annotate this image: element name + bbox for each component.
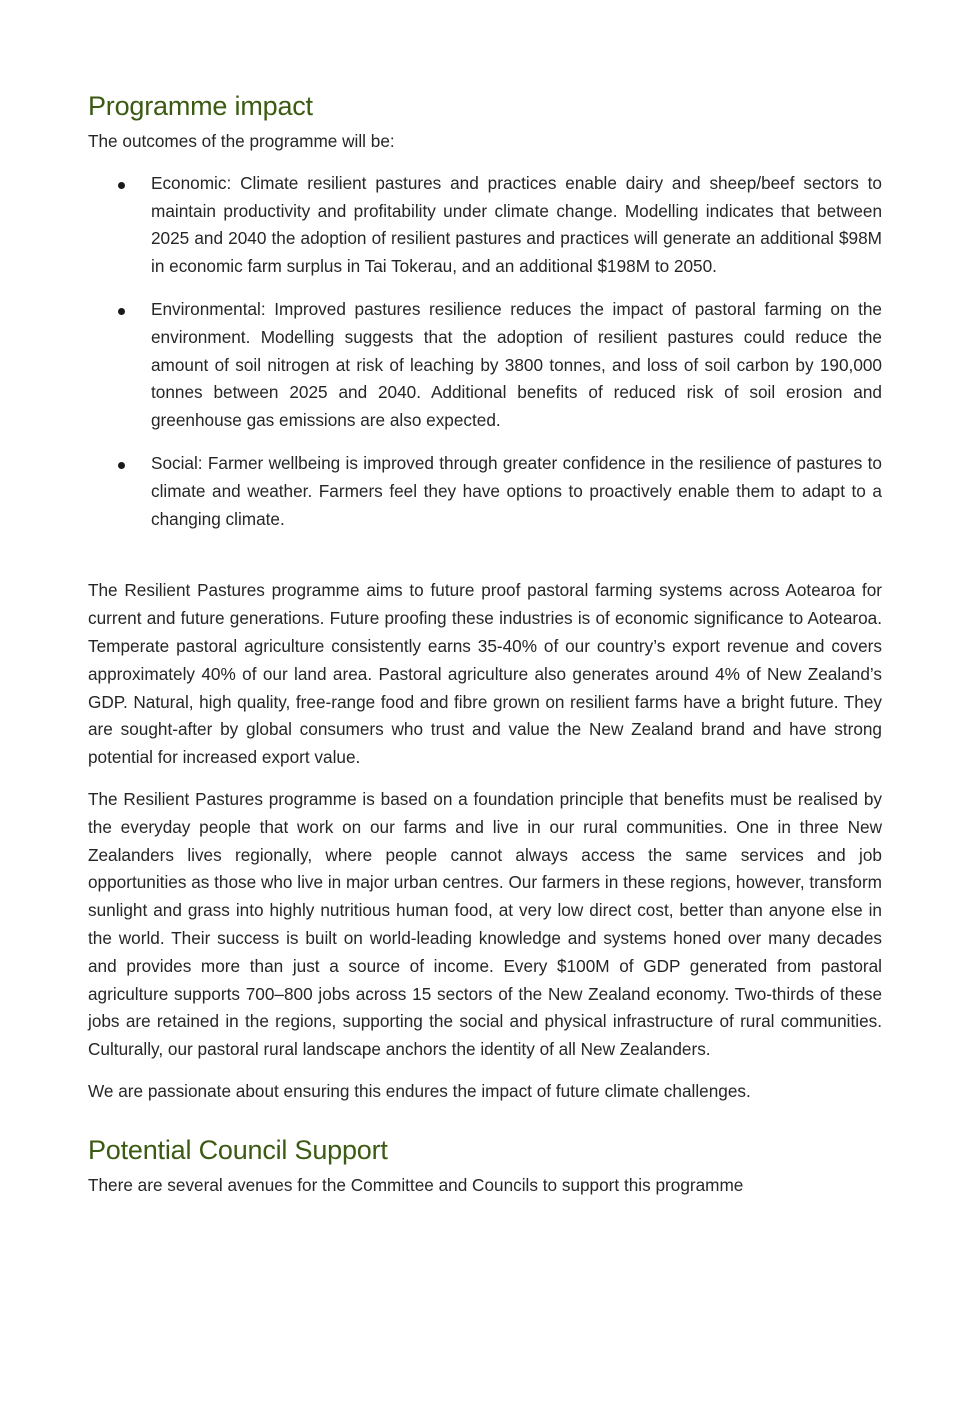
list-item-social — [88, 450, 882, 533]
paragraph-passionate: We are passionate about ensuring this endures the impact of future climate challenges. — [88, 1080, 751, 1101]
bullet-icon — [118, 462, 125, 469]
bullet-icon — [118, 308, 125, 315]
bullet-icon — [118, 182, 125, 189]
heading-potential-council-support: Potential Council Support — [88, 1134, 388, 1165]
list-item-text: Environmental: Improved pastures resilience reduces the impact of pastoral farming on the environment. Modelling suggests that the adoption of resilient pastures could reduce the amount of soil nitrogen at risk of leaching by 3800 tonnes, and loss of soil carbon by 190,000 tonnes between 2025 and 2040. Additional benefits of reduced risk of soil erosion and greenhouse gas emissions are also expected. — [151, 298, 882, 431]
paragraph-foundation-principle: The Resilient Pastures programme is based on a foundation principle that benefits must be realised by the everyday people that work on our farms and live in our rural communities. One in three New Zealanders lives regionally, where people cannot always access the same services and job opportunities as those who live in major urban centres. Our farmers in these regions, however, transform sunlight and grass into highly nutritious human food, at very low direct cost, better than anyone else in the world. Their success is built on world-leading knowledge and systems honed over many decades and provides more than just a source of income. Every $100M of GDP generated from pastoral agriculture supports 700–800 jobs across 15 sectors of the New Zealand economy. Two-thirds of these jobs are retained in the regions, supporting the social and physical infrastructure of rural communities. Culturally, our pastoral rural landscape anchors the identity of all New Zealanders. — [88, 788, 882, 1060]
page-content — [88, 88, 882, 1200]
impact-intro: The outcomes of the programme will be: — [88, 131, 395, 151]
heading-programme-impact: Programme impact — [88, 91, 313, 121]
paragraph-future-proof: The Resilient Pastures programme aims to future proof pastoral farming systems across Aotearoa for current and future generations. Future proofing these industries is of economic significance to Aotearoa. Temperate pastoral agriculture consistently earns 35-40% of our country’s export revenue and covers approximately 40% of our land area. Pastoral agriculture also generates around 4% of New Zealand’s GDP. Natural, high quality, free-range food and fibre grown on resilient farms have a bright future. They are sought-after by global consumers who trust and value the New Zealand brand and have strong potential for increased export value. — [88, 580, 882, 768]
outcomes-list — [88, 170, 882, 534]
list-item-text: Economic: Climate resilient pastures and practices enable dairy and sheep/beef sectors to maintain productivity and profitability under climate change. Modelling indicates that between 2025 and 2040 the adoption of resilient pastures and practices will generate an additional $98M in economic farm surplus in Tai Tokerau, and an additional $198M to 2050. — [151, 172, 882, 277]
list-item-text: Social: Farmer wellbeing is improved through greater confidence in the resilience of pastures to climate and weather. Farmers feel they have options to proactively enable them to adapt to a changing climate. — [151, 452, 882, 529]
list-item-economic — [88, 170, 882, 281]
support-text: There are several avenues for the Committee and Councils to support this programme — [88, 1174, 744, 1195]
list-item-environmental — [88, 296, 882, 435]
